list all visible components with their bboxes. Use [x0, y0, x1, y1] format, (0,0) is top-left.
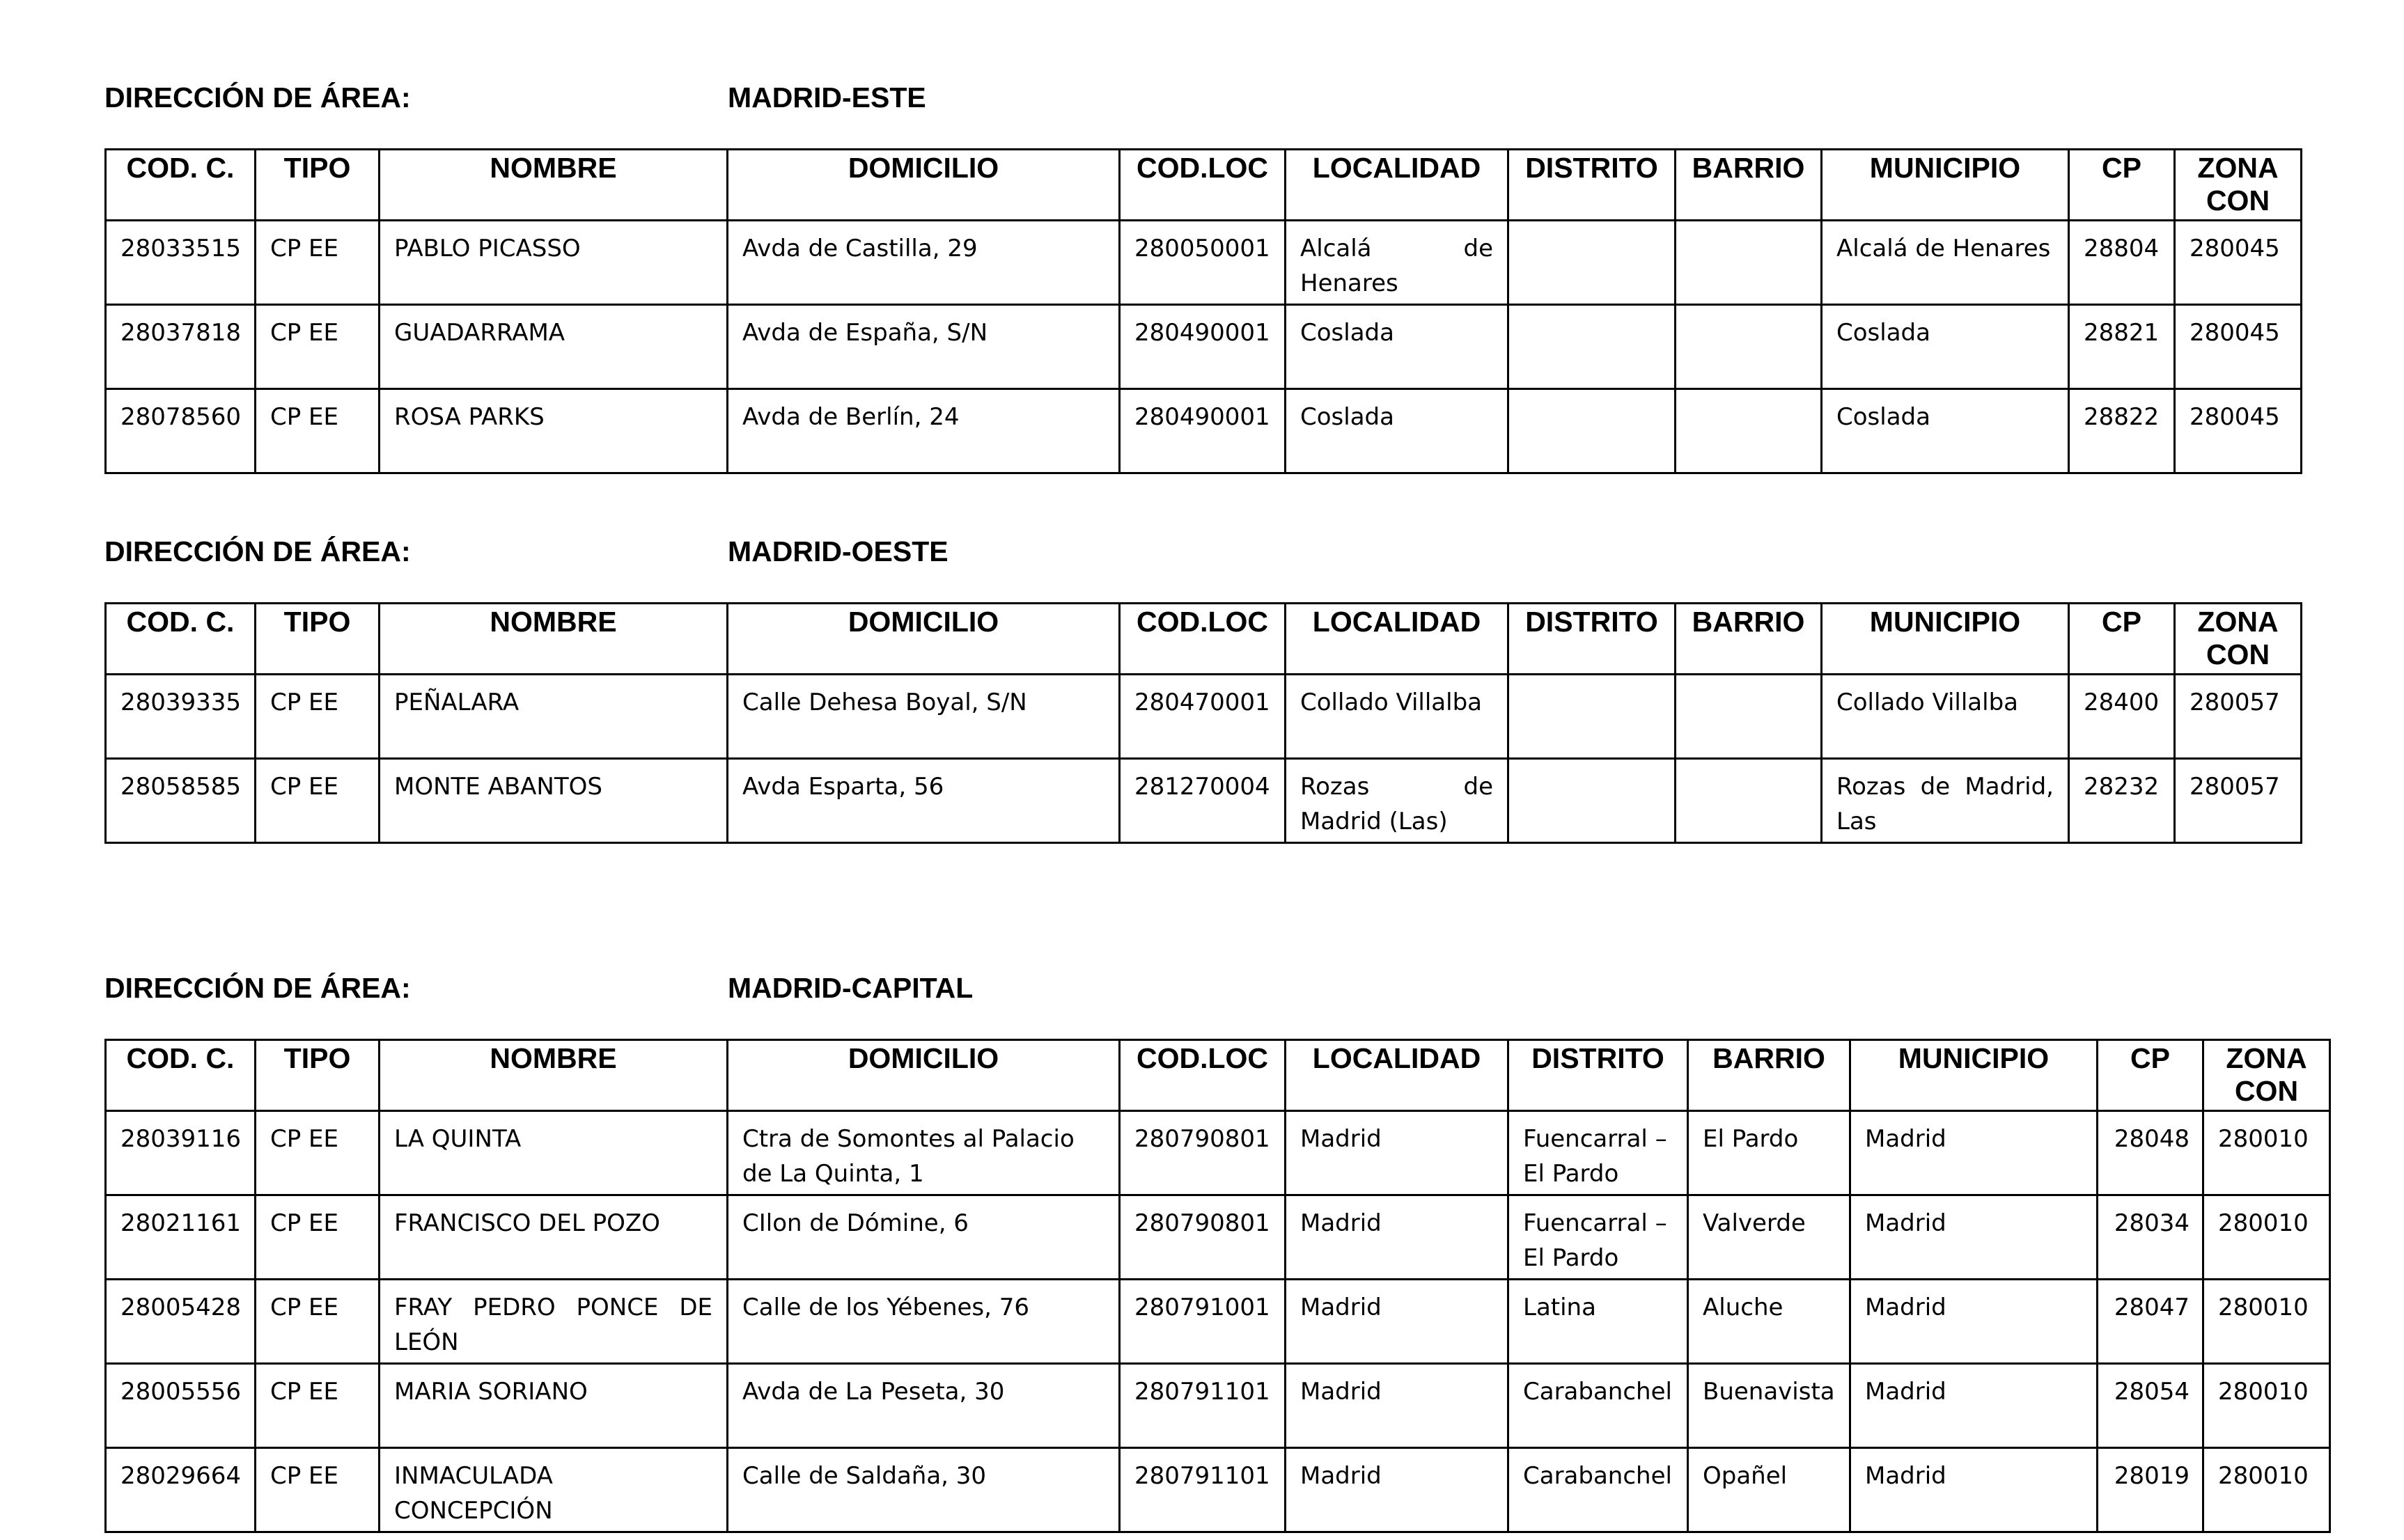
- cell-municipio: Collado Villalba: [1822, 675, 2069, 759]
- cell-barrio: El Pardo: [1688, 1111, 1850, 1195]
- column-header: DISTRITO: [1508, 150, 1676, 221]
- cell-distrito: [1508, 221, 1676, 305]
- cell-nombre: GUADARRAMA: [380, 305, 728, 389]
- area-label: DIRECCIÓN DE ÁREA:: [104, 81, 411, 113]
- cell-nombre: FRAY PEDRO PONCE DE LEÓN: [380, 1280, 728, 1364]
- column-header: MUNICIPIO: [1822, 150, 2069, 221]
- column-header: ZONA CON: [2175, 150, 2302, 221]
- cell-tipo: CP EE: [256, 305, 380, 389]
- cell-domicilio: Calle de Saldaña, 30: [728, 1448, 1120, 1532]
- column-header: BARRIO: [1688, 1040, 1850, 1111]
- cell-zona: 280010: [2203, 1448, 2330, 1532]
- cell-codloc: 280791001: [1120, 1280, 1286, 1364]
- cell-domicilio: Calle Dehesa Boyal, S/N: [728, 675, 1120, 759]
- cell-distrito: Carabanchel: [1508, 1448, 1688, 1532]
- cell-localidad: Madrid: [1286, 1195, 1508, 1280]
- cell-tipo: CP EE: [256, 1195, 380, 1280]
- cell-nombre: ROSA PARKS: [380, 389, 728, 473]
- cell-nombre: MARIA SORIANO: [380, 1364, 728, 1448]
- column-header: LOCALIDAD: [1286, 1040, 1508, 1111]
- schools-table: [104, 148, 2302, 474]
- cell-localidad: Alcalá de Henares: [1286, 221, 1508, 305]
- cell-domicilio: Ctra de Somontes al Palacio de La Quinta, 1: [728, 1111, 1120, 1195]
- cell-cod: 28005428: [106, 1280, 256, 1364]
- cell-cp: 28232: [2069, 759, 2175, 843]
- table-row: [106, 1364, 2330, 1448]
- cell-distrito: [1508, 305, 1676, 389]
- cell-localidad: Collado Villalba: [1286, 675, 1508, 759]
- column-header: COD.LOC: [1120, 604, 1286, 675]
- cell-barrio: Valverde: [1688, 1195, 1850, 1280]
- cell-nombre: FRANCISCO DEL POZO: [380, 1195, 728, 1280]
- cell-domicilio: Avda de España, S/N: [728, 305, 1120, 389]
- table-row: [106, 759, 2302, 843]
- cell-cod: 28039116: [106, 1111, 256, 1195]
- cell-codloc: 280791101: [1120, 1448, 1286, 1532]
- cell-barrio: [1676, 389, 1822, 473]
- cell-distrito: Fuencarral – El Pardo: [1508, 1195, 1688, 1280]
- column-header: CP: [2098, 1040, 2203, 1111]
- cell-municipio: Rozas de Madrid, Las: [1822, 759, 2069, 843]
- column-header: MUNICIPIO: [1850, 1040, 2098, 1111]
- table-row: [106, 1280, 2330, 1364]
- cell-zona: 280010: [2203, 1280, 2330, 1364]
- cell-barrio: Buenavista: [1688, 1364, 1850, 1448]
- table-row: [106, 221, 2302, 305]
- column-header: DISTRITO: [1508, 1040, 1688, 1111]
- column-header: CP: [2069, 604, 2175, 675]
- cell-cp: 28019: [2098, 1448, 2203, 1532]
- cell-cod: 28005556: [106, 1364, 256, 1448]
- column-header: BARRIO: [1676, 604, 1822, 675]
- cell-tipo: CP EE: [256, 1111, 380, 1195]
- table-row: [106, 1111, 2330, 1195]
- cell-localidad: Madrid: [1286, 1280, 1508, 1364]
- cell-domicilio: Avda de Berlín, 24: [728, 389, 1120, 473]
- column-header: DOMICILIO: [728, 604, 1120, 675]
- cell-municipio: Coslada: [1822, 305, 2069, 389]
- cell-domicilio: Avda de Castilla, 29: [728, 221, 1120, 305]
- cell-zona: 280010: [2203, 1111, 2330, 1195]
- cell-zona: 280057: [2175, 675, 2302, 759]
- cell-domicilio: Avda Esparta, 56: [728, 759, 1120, 843]
- header-row: [106, 604, 2302, 675]
- cell-municipio: Coslada: [1822, 389, 2069, 473]
- cell-barrio: Opañel: [1688, 1448, 1850, 1532]
- cell-tipo: CP EE: [256, 1364, 380, 1448]
- column-header: NOMBRE: [380, 150, 728, 221]
- column-header: COD. C.: [106, 150, 256, 221]
- cell-cp: 28054: [2098, 1364, 2203, 1448]
- cell-cod: 28033515: [106, 221, 256, 305]
- column-header: BARRIO: [1676, 150, 1822, 221]
- column-header: NOMBRE: [380, 1040, 728, 1111]
- schools-table: [104, 602, 2302, 844]
- cell-municipio: Madrid: [1850, 1448, 2098, 1532]
- cell-tipo: CP EE: [256, 1448, 380, 1532]
- cell-codloc: 280791101: [1120, 1364, 1286, 1448]
- cell-barrio: [1676, 221, 1822, 305]
- area-value: MADRID-OESTE: [728, 535, 949, 567]
- cell-localidad: Rozas de Madrid (Las): [1286, 759, 1508, 843]
- cell-distrito: Latina: [1508, 1280, 1688, 1364]
- cell-localidad: Coslada: [1286, 305, 1508, 389]
- cell-cod: 28039335: [106, 675, 256, 759]
- cell-cod: 28037818: [106, 305, 256, 389]
- cell-tipo: CP EE: [256, 389, 380, 473]
- cell-codloc: 280790801: [1120, 1195, 1286, 1280]
- cell-nombre: INMACULADA CONCEPCIÓN: [380, 1448, 728, 1532]
- column-header: COD.LOC: [1120, 1040, 1286, 1111]
- cell-distrito: [1508, 389, 1676, 473]
- column-header: LOCALIDAD: [1286, 604, 1508, 675]
- table-row: [106, 1448, 2330, 1532]
- column-header: MUNICIPIO: [1822, 604, 2069, 675]
- cell-domicilio: Avda de La Peseta, 30: [728, 1364, 1120, 1448]
- schools-table: [104, 1039, 2331, 1533]
- area-value: MADRID-CAPITAL: [728, 972, 974, 1004]
- cell-codloc: 280050001: [1120, 221, 1286, 305]
- table-row: [106, 389, 2302, 473]
- cell-localidad: Madrid: [1286, 1448, 1508, 1532]
- column-header: TIPO: [256, 1040, 380, 1111]
- cell-zona: 280010: [2203, 1364, 2330, 1448]
- cell-nombre: MONTE ABANTOS: [380, 759, 728, 843]
- cell-localidad: Madrid: [1286, 1364, 1508, 1448]
- cell-cod: 28021161: [106, 1195, 256, 1280]
- column-header: DISTRITO: [1508, 604, 1676, 675]
- column-header: COD. C.: [106, 1040, 256, 1111]
- cell-distrito: [1508, 675, 1676, 759]
- cell-cod: 28058585: [106, 759, 256, 843]
- cell-barrio: [1676, 675, 1822, 759]
- table-row: [106, 675, 2302, 759]
- cell-municipio: Alcalá de Henares: [1822, 221, 2069, 305]
- header-row: [106, 1040, 2330, 1111]
- cell-codloc: 281270004: [1120, 759, 1286, 843]
- cell-cp: 28047: [2098, 1280, 2203, 1364]
- cell-localidad: Coslada: [1286, 389, 1508, 473]
- cell-tipo: CP EE: [256, 221, 380, 305]
- cell-nombre: PABLO PICASSO: [380, 221, 728, 305]
- column-header: COD. C.: [106, 604, 256, 675]
- cell-zona: 280045: [2175, 221, 2302, 305]
- cell-cp: 28400: [2069, 675, 2175, 759]
- cell-cp: 28804: [2069, 221, 2175, 305]
- cell-distrito: [1508, 759, 1676, 843]
- cell-nombre: PEÑALARA: [380, 675, 728, 759]
- cell-tipo: CP EE: [256, 1280, 380, 1364]
- column-header: DOMICILIO: [728, 150, 1120, 221]
- column-header: NOMBRE: [380, 604, 728, 675]
- cell-cp: 28821: [2069, 305, 2175, 389]
- cell-domicilio: Calle de los Yébenes, 76: [728, 1280, 1120, 1364]
- area-value: MADRID-ESTE: [728, 81, 926, 113]
- cell-zona: 280045: [2175, 305, 2302, 389]
- cell-codloc: 280470001: [1120, 675, 1286, 759]
- cell-localidad: Madrid: [1286, 1111, 1508, 1195]
- cell-cp: 28034: [2098, 1195, 2203, 1280]
- cell-tipo: CP EE: [256, 675, 380, 759]
- cell-codloc: 280490001: [1120, 305, 1286, 389]
- table-row: [106, 305, 2302, 389]
- cell-nombre: LA QUINTA: [380, 1111, 728, 1195]
- cell-cp: 28822: [2069, 389, 2175, 473]
- cell-distrito: Fuencarral – El Pardo: [1508, 1111, 1688, 1195]
- area-label: DIRECCIÓN DE ÁREA:: [104, 535, 411, 567]
- column-header: LOCALIDAD: [1286, 150, 1508, 221]
- cell-municipio: Madrid: [1850, 1195, 2098, 1280]
- cell-distrito: Carabanchel: [1508, 1364, 1688, 1448]
- column-header: TIPO: [256, 604, 380, 675]
- column-header: ZONA CON: [2203, 1040, 2330, 1111]
- cell-codloc: 280490001: [1120, 389, 1286, 473]
- cell-municipio: Madrid: [1850, 1364, 2098, 1448]
- table-row: [106, 1195, 2330, 1280]
- cell-zona: 280010: [2203, 1195, 2330, 1280]
- column-header: CP: [2069, 150, 2175, 221]
- cell-cp: 28048: [2098, 1111, 2203, 1195]
- column-header: TIPO: [256, 150, 380, 221]
- cell-cod: 28078560: [106, 389, 256, 473]
- cell-codloc: 280790801: [1120, 1111, 1286, 1195]
- cell-cod: 28029664: [106, 1448, 256, 1532]
- area-label: DIRECCIÓN DE ÁREA:: [104, 972, 411, 1004]
- cell-tipo: CP EE: [256, 759, 380, 843]
- header-row: [106, 150, 2302, 221]
- cell-barrio: [1676, 759, 1822, 843]
- column-header: COD.LOC: [1120, 150, 1286, 221]
- column-header: ZONA CON: [2175, 604, 2302, 675]
- cell-zona: 280057: [2175, 759, 2302, 843]
- cell-barrio: Aluche: [1688, 1280, 1850, 1364]
- cell-barrio: [1676, 305, 1822, 389]
- cell-zona: 280045: [2175, 389, 2302, 473]
- cell-municipio: Madrid: [1850, 1280, 2098, 1364]
- column-header: DOMICILIO: [728, 1040, 1120, 1111]
- cell-municipio: Madrid: [1850, 1111, 2098, 1195]
- cell-domicilio: CIlon de Dómine, 6: [728, 1195, 1120, 1280]
